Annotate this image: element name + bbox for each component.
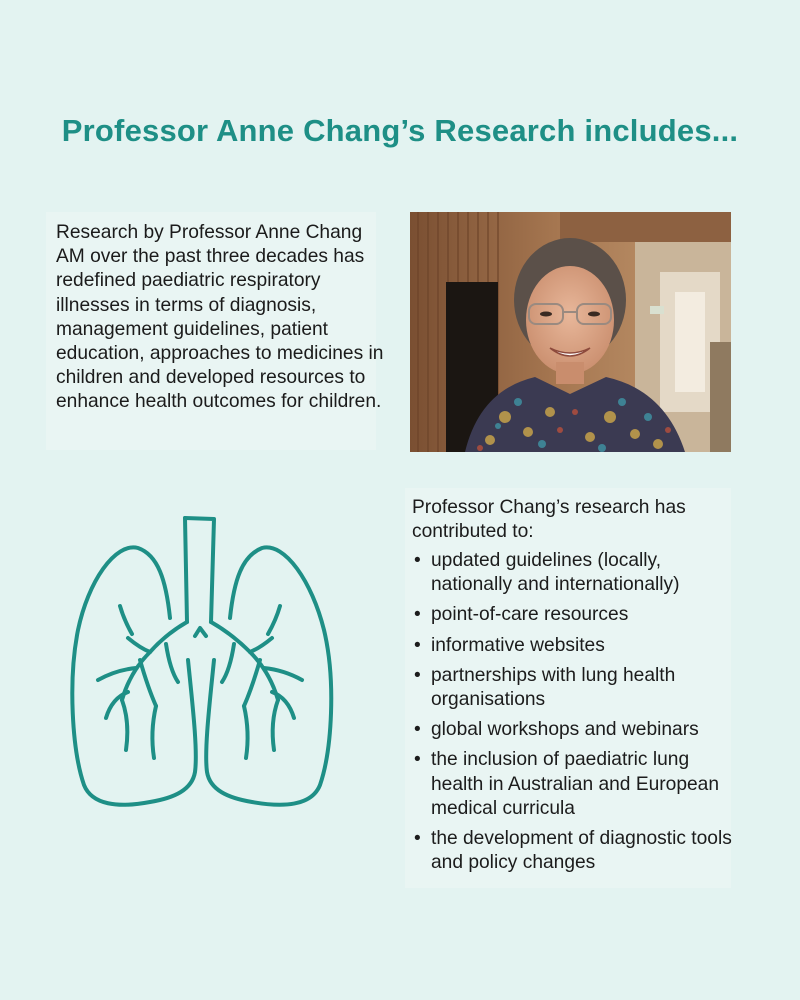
bullet-icon: • — [414, 634, 421, 656]
list-item — [412, 748, 742, 821]
list-item-text: partnerships with lung health organisations — [431, 664, 676, 711]
page-title: Professor Anne Chang’s Research includes... — [61, 113, 739, 148]
list-item-text: point-of-care resources — [431, 604, 629, 626]
contributions-list — [412, 549, 742, 881]
list-item-text: informative websites — [431, 634, 605, 656]
bullet-icon: • — [414, 664, 421, 686]
portrait-photo — [410, 212, 731, 452]
list-item-text: the development of diagnostic tools and policy changes — [431, 828, 732, 874]
bullet-icon: • — [414, 550, 421, 571]
list-item — [412, 634, 742, 658]
list-item — [412, 664, 742, 712]
list-item — [412, 549, 742, 597]
bullet-icon: • — [414, 719, 421, 741]
list-item-text: updated guidelines (locally, nationally and internationally) — [431, 550, 680, 596]
bullet-icon: • — [414, 749, 421, 771]
bullet-icon: • — [414, 828, 421, 850]
list-item — [412, 827, 742, 875]
list-item — [412, 603, 742, 627]
list-item-text: global workshops and webinars — [431, 719, 699, 741]
intro-paragraph: Research by Professor Anne Chang AM over the past three decades has redefined paediatric respiratory illnesses in terms of diagnosis, management guidelines, patient education, approaches to medicines in children and developed resources to enhance health outcomes for children. — [56, 222, 384, 413]
list-item-text: the inclusion of paediatric lung health in Australian and European medical curricula — [431, 749, 720, 819]
list-item — [412, 718, 742, 742]
bullet-icon: • — [414, 604, 421, 626]
contributions-heading: Professor Chang’s research has contributed to: — [412, 497, 686, 543]
lungs-icon — [70, 510, 350, 815]
